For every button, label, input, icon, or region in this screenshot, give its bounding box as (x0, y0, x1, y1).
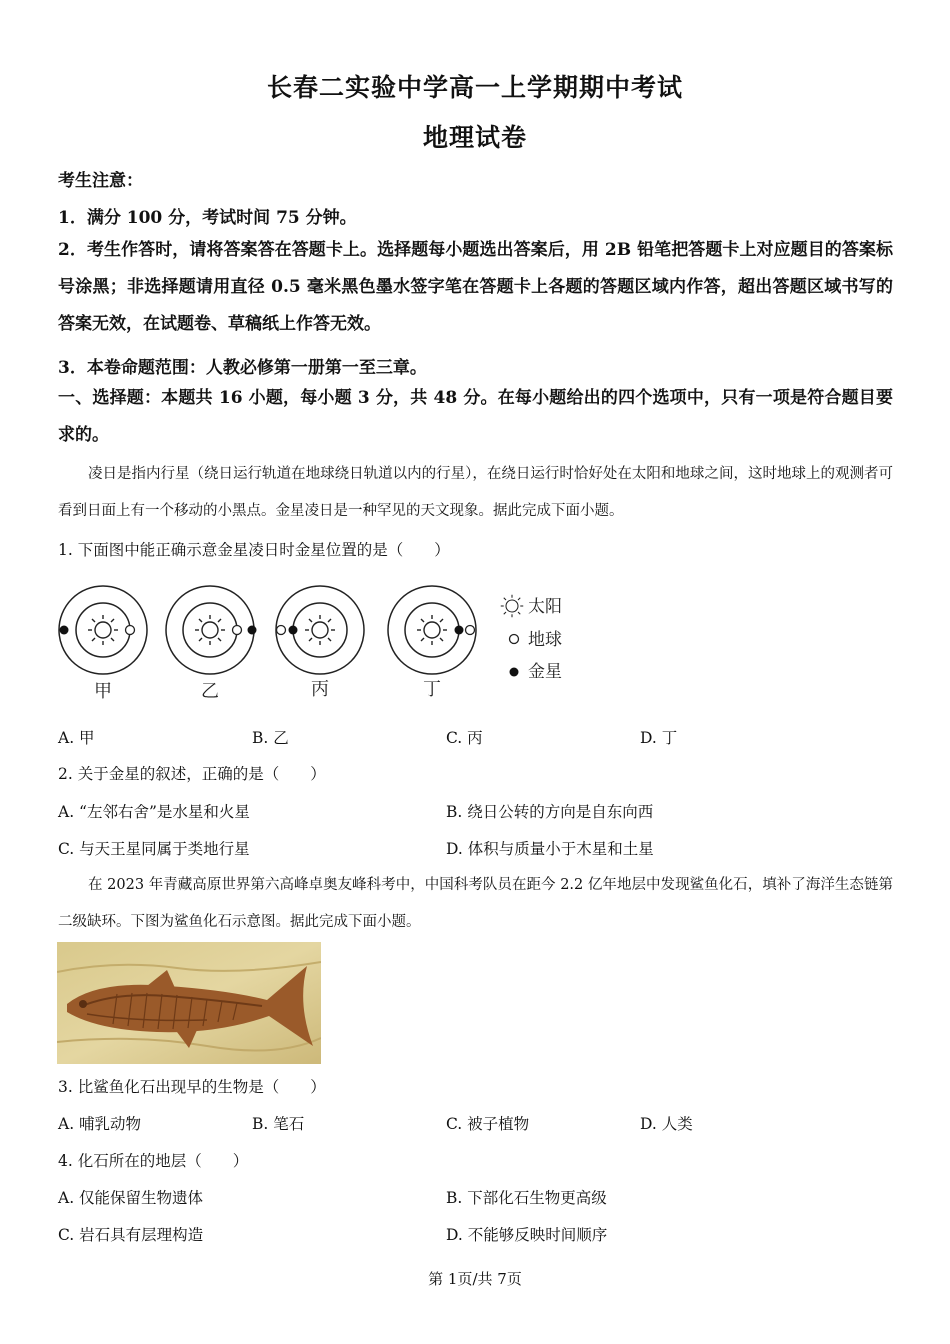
diagram-bing (276, 586, 364, 700)
q4-option-c[interactable]: C. 岩石具有层理构造 (58, 1226, 204, 1244)
q4-option-a[interactable]: A. 仅能保留生物遗体 (58, 1189, 204, 1207)
notice-item-1: 1．满分 100 分，考试时间 75 分钟。 (58, 208, 357, 228)
question-1-stem: 1. 下面图中能正确示意金星凌日时金星位置的是（ ） (58, 541, 450, 559)
transit-diagram (50, 578, 590, 708)
diagram-label-jia: 甲 (94, 681, 112, 702)
legend-sun: 太阳 (528, 597, 562, 617)
passage-1: 凌日是指内行星（绕日运行轨道在地球绕日轨道以内的行星），在绕日运行时恰好处在太阳和地球之间，这时地球上的观测者可看到日面上有一个移动的小黑点。金星凌日是一种罕见的天文现象。据此完成下面小题。 (58, 466, 893, 519)
question-4-stem: 4. 化石所在的地层（ ） (58, 1152, 249, 1170)
exam-subtitle: 地理试卷 (422, 123, 527, 152)
passage-2: 在 2023 年青藏高原世界第六高峰卓奥友峰科考中，中国科考队员在距今 2.2 亿年地层中发现鲨鱼化石，填补了海洋生态链第二级缺环。下图为鲨鱼化石示意图。据此完成下面小题。 (58, 877, 893, 930)
diagram-label-bing: 丙 (311, 679, 329, 700)
page-footer: 第 1页/共 7页 (428, 1270, 522, 1288)
q3-option-a[interactable]: A. 哺乳动物 (58, 1115, 142, 1133)
q2-option-c[interactable]: C. 与天王星同属于类地行星 (58, 840, 250, 858)
legend-venus: 金星 (528, 662, 562, 682)
question-3-stem: 3. 比鲨鱼化石出现早的生物是（ ） (58, 1078, 326, 1096)
diagram-label-yi: 乙 (201, 681, 219, 702)
shark-fossil-image (57, 942, 321, 1064)
q4-option-d[interactable]: D. 不能够反映时间顺序 (446, 1226, 608, 1244)
notice-item-3: 3．本卷命题范围：人教必修第一册第一至三章。 (58, 358, 427, 378)
diagram-jia (59, 586, 147, 702)
question-2-stem: 2. 关于金星的叙述，正确的是（ ） (58, 765, 326, 783)
q1-option-a[interactable]: A. 甲 (58, 729, 95, 747)
q3-option-b[interactable]: B. 笔石 (252, 1115, 305, 1133)
q2-option-b[interactable]: B. 绕日公转的方向是自东向西 (446, 803, 654, 821)
diagram-yi (166, 586, 257, 702)
q2-option-a[interactable]: A. “左邻右舍”是水星和火星 (58, 803, 250, 821)
q4-option-b[interactable]: B. 下部化石生物更高级 (446, 1189, 607, 1207)
notice-heading: 考生注意： (58, 171, 143, 191)
q2-option-d[interactable]: D. 体积与质量小于木星和土星 (446, 840, 654, 858)
q1-option-b[interactable]: B. 乙 (252, 729, 289, 747)
q1-option-c[interactable]: C. 丙 (446, 729, 483, 747)
diagram-label-ding: 丁 (423, 679, 441, 700)
q1-option-d[interactable]: D. 丁 (640, 729, 678, 747)
q3-option-c[interactable]: C. 被子植物 (446, 1115, 530, 1133)
exam-title: 长春二实验中学高一上学期期中考试 (266, 73, 683, 102)
section-1-heading: 一、选择题：本题共 16 小题，每小题 3 分，共 48 分。在每小题给出的四个选项中，只有一项是符合题目要求的。 (58, 388, 893, 445)
legend-earth: 地球 (528, 630, 562, 650)
notice-item-2: 2．考生作答时，请将答案答在答题卡上。选择题每小题选出答案后，用 2B 铅笔把答题卡上对应题目的答案标号涂黑；非选择题请用直径 0.5 毫米黑色墨水签字笔在答题卡上各题的答题区域内作答，超出答题区域书写的答案无效，在试题卷、草稿纸上作答无效。 (58, 240, 893, 334)
diagram-ding (388, 586, 476, 700)
diagram-legend (501, 595, 562, 682)
q3-option-d[interactable]: D. 人类 (640, 1115, 693, 1133)
